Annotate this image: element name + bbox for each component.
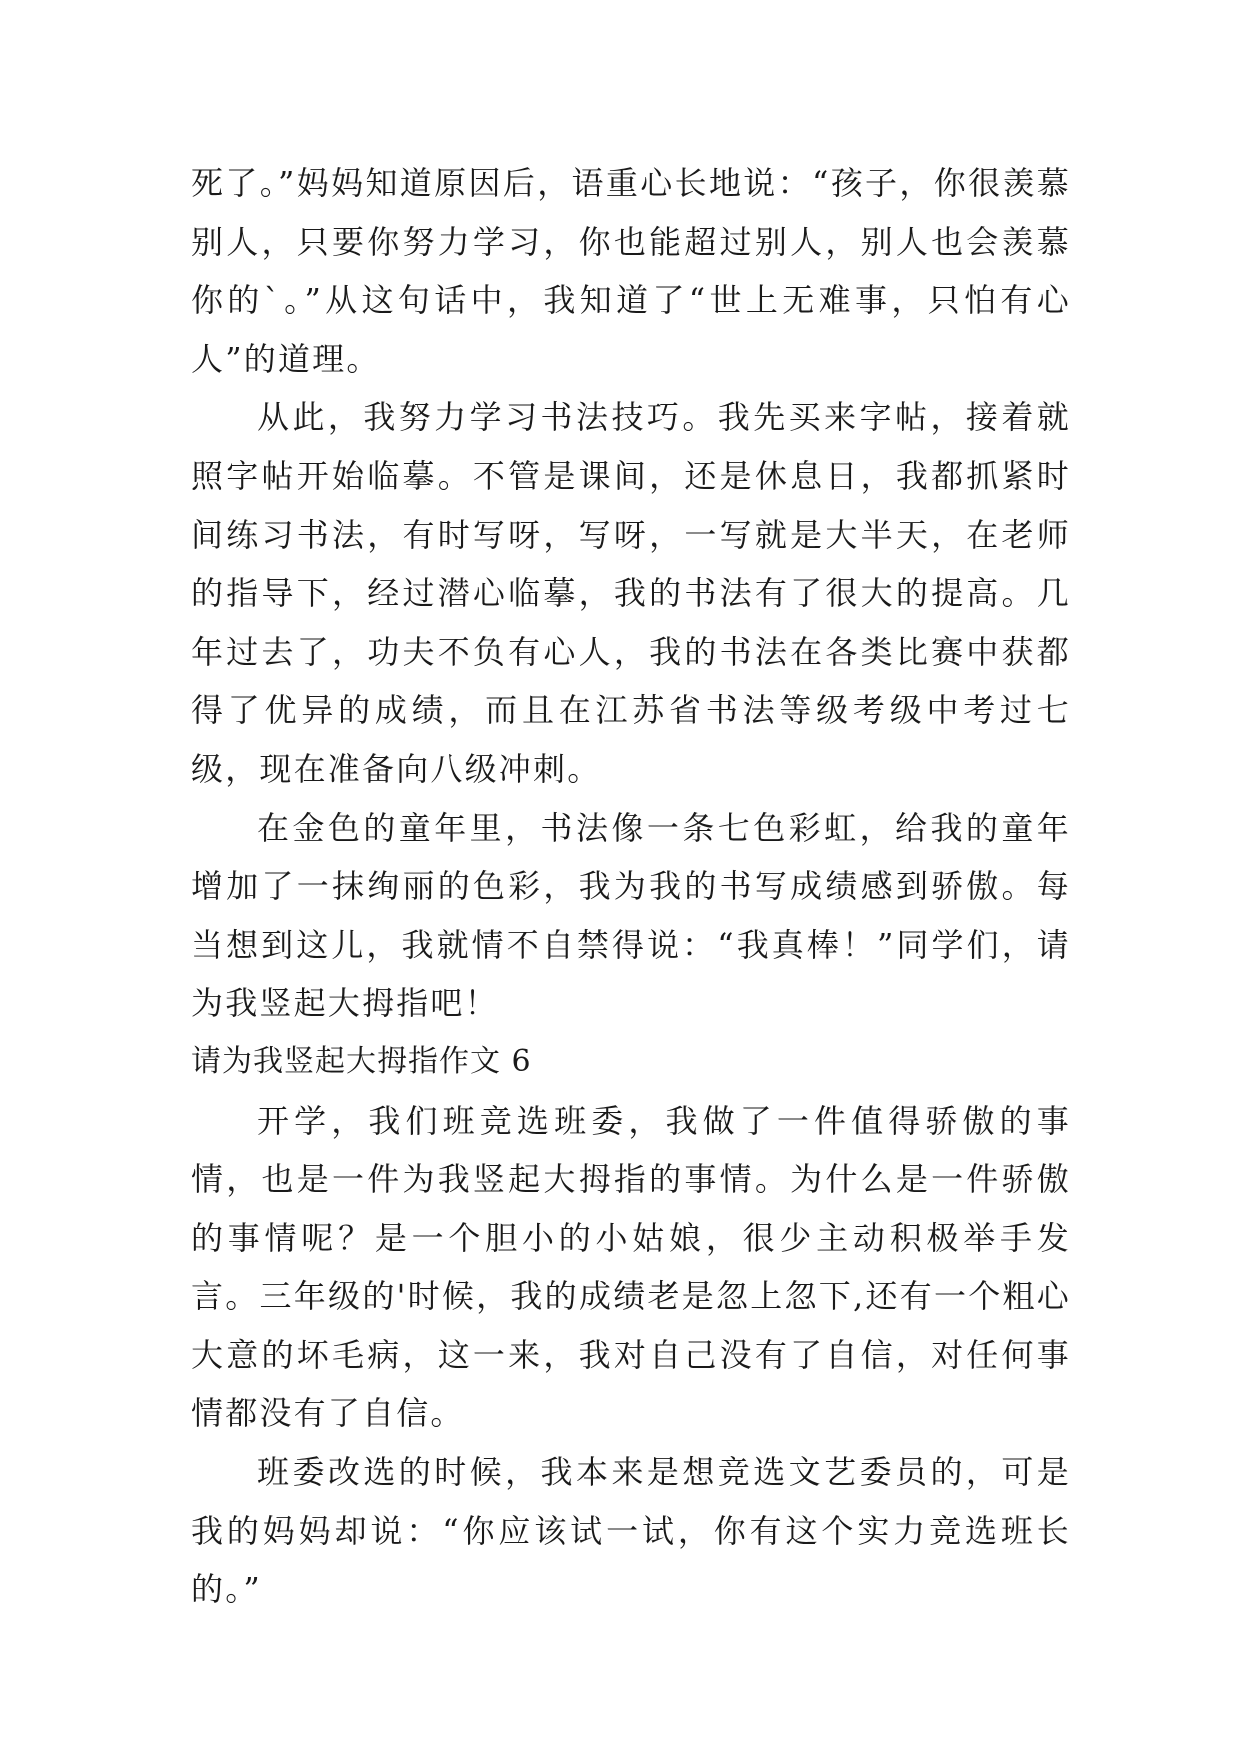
- paragraph-3: 在金色的童年里，书法像一条七色彩虹，给我的童年增加了一抹绚丽的色彩，我为我的书写成绩感到骄傲。每当想到这儿，我就情不自禁得说：“我真棒！”同学们，请为我竖起大拇指吧！: [191, 808, 1071, 1023]
- paragraph-1: 死了。”妈妈知道原因后，语重心长地说：“孩子，你很羡慕别人，只要你努力学习，你也能超过别人，别人也会羡慕你的`。”从这句话中，我知道了“世上无难事，只怕有心人”的道理。: [191, 164, 1071, 378]
- paragraph-4: 开学，我们班竞选班委，我做了一件值得骄傲的事情，也是一件为我竖起大拇指的事情。为什么是一件骄傲的事情呢？是一个胆小的小姑娘，很少主动积极举手发言。三年级的'时候，我的成绩老是忽上忽下,还有一个粗心大意的坏毛病，这一来，我对自己没有了自信，对任何事情都没有了自信。: [191, 1101, 1071, 1433]
- paragraph-2: 从此，我努力学习书法技巧。我先买来字帖，接着就照字帖开始临摹。不管是课间，还是休息日，我都抓紧时间练习书法，有时写呀，写呀，一写就是大半天，在老师的指导下，经过潜心临摹，我的书法有了很大的提高。几年过去了，功夫不负有心人，我的书法在各类比赛中获都得了优异的成绩，而且在江苏省书法等级考级中考过七级，现在准备向八级冲刺。: [191, 398, 1071, 788]
- paragraph-5: 班委改选的时候，我本来是想竞选文艺委员的，可是我的妈妈却说：“你应该试一试，你有这个实力竞选班长的。”: [191, 1453, 1071, 1609]
- section-heading: 请为我竖起大拇指作文 6: [191, 1043, 532, 1079]
- document-body: [191, 154, 1071, 1619]
